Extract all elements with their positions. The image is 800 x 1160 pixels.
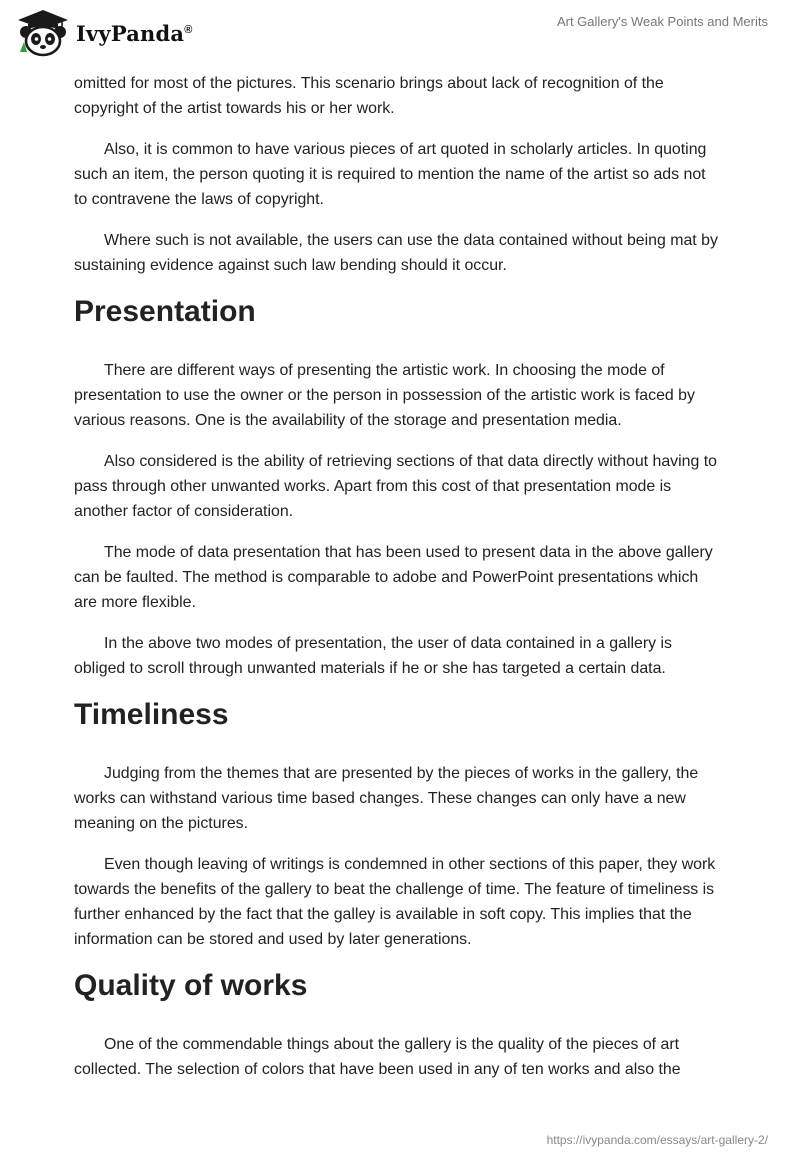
ivypanda-logo[interactable] <box>14 8 193 58</box>
paragraph: The mode of data presentation that has been used to present data in the above gallery can be faulted. The method is comparable to adobe and PowerPoint presentations which are more flexible. <box>74 544 713 611</box>
paragraph: Where such is not available, the users can use the data contained without being mat by sustaining evidence against such law bending should it occur. <box>74 232 718 274</box>
paragraph: One of the commendable things about the gallery is the quality of the pieces of art collected. The selection of colors that have been used in any of ten works and also the <box>74 1036 681 1078</box>
section-heading: Quality of works <box>74 969 308 1002</box>
paragraph: Judging from the themes that are presented by the pieces of works in the gallery, the works can withstand various time based changes. These changes can only have a new meaning on the pictures. <box>74 765 699 832</box>
paragraph: Also considered is the ability of retrieving sections of that data directly without having to pass through other unwanted works. Apart from this cost of that presentation mode is another factor of consideration. <box>74 453 718 520</box>
panda-graduate-icon <box>14 8 72 58</box>
source-url[interactable]: https://ivypanda.com/essays/art-gallery-2/ <box>546 1133 768 1147</box>
logo-text: IvyPanda® <box>76 20 193 46</box>
paragraph: There are different ways of presenting the artistic work. In choosing the mode of presentation to use the owner or the person in possession of the artistic work is faced by various reasons. One is the availability of the storage and presentation media. <box>74 362 695 429</box>
paragraph: Even though leaving of writings is condemned in other sections of this paper, they work towards the benefits of the gallery to beat the challenge of time. The feature of timeliness is further enhanced by the fact that the galley is available in soft copy. This implies that the information can be stored and used by later generations. <box>74 856 716 948</box>
page-header <box>0 0 800 64</box>
paragraph: In the above two modes of presentation, the user of data contained in a gallery is obliged to scroll through unwanted materials if he or she has targeted a certain data. <box>74 635 673 677</box>
section-heading: Presentation <box>74 295 256 328</box>
article-body <box>74 71 722 1098</box>
document-title: Art Gallery's Weak Points and Merits <box>556 14 768 29</box>
paragraph: omitted for most of the pictures. This scenario brings about lack of recognition of the copyright of the artist towards his or her work. <box>74 75 664 117</box>
paragraph: Also, it is common to have various pieces of art quoted in scholarly articles. In quoting such an item, the person quoting it is required to mention the name of the artist so ads not to contravene the laws of copyright. <box>74 141 707 208</box>
section-heading: Timeliness <box>74 698 229 731</box>
